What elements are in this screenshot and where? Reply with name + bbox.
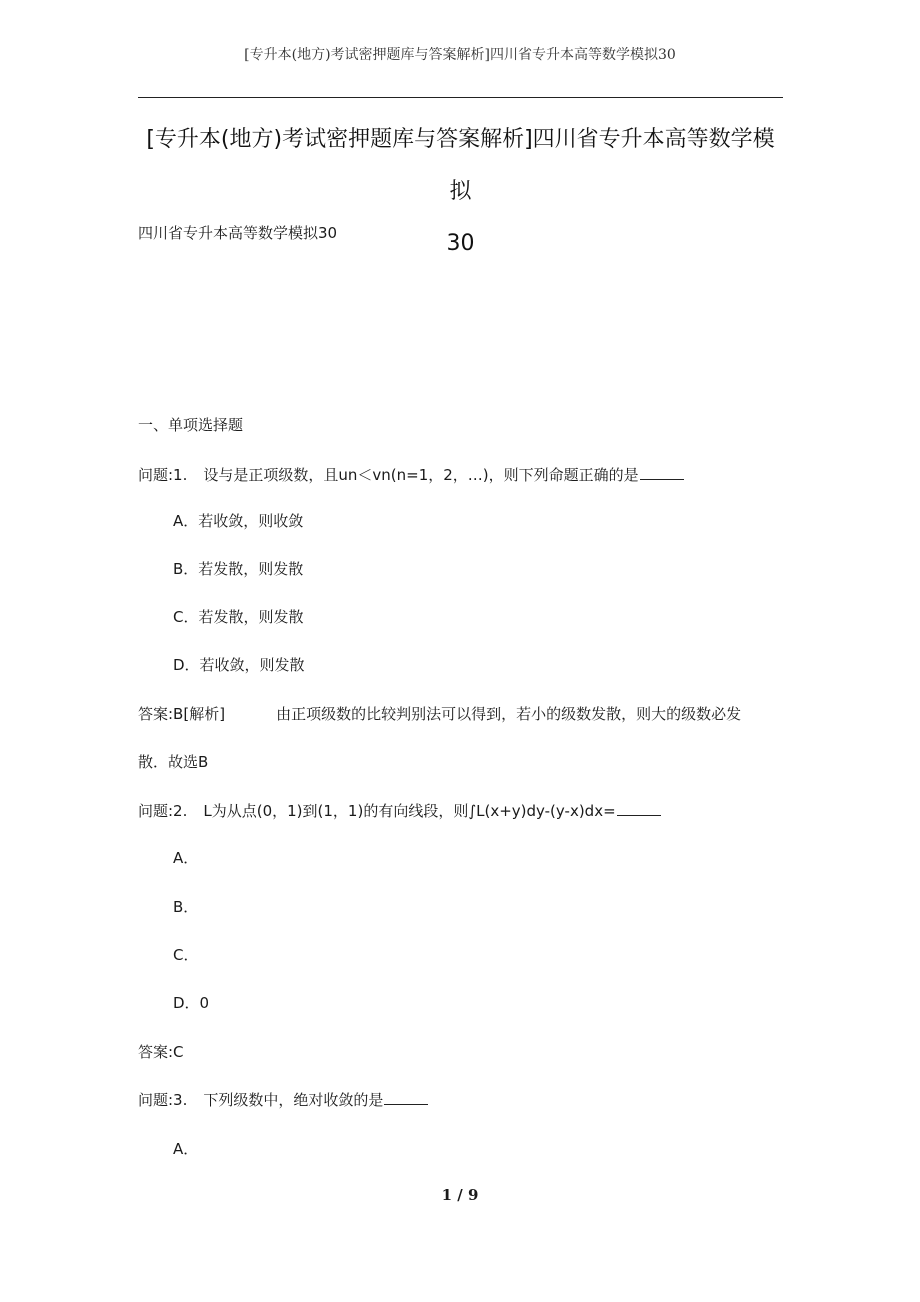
question-1 [138,464,684,485]
question-1-analysis-line-1: 由正项级数的比较判别法可以得到，若小的级数发散，则大的级数必发 [276,705,742,723]
question-2-text: L为从点(0，1)到(1，1)的有向线段，则∫L(x+y)dy-(y-x)dx= [203,802,616,820]
running-header: [专升本(地方)考试密押题库与答案解析]四川省专升本高等数学模拟30 [244,47,676,63]
question-1-option-a: A．若收敛，则收敛 [173,512,304,530]
question-2-option-d: D．0 [173,994,210,1012]
question-3-text: 下列级数中，绝对收敛的是 [203,1091,384,1109]
question-2-option-a: A． [173,849,199,867]
title-line-2: 30 [446,231,475,256]
section-heading: 一、单项选择题 [138,416,244,434]
question-2-option-c: C． [173,946,199,964]
question-1-option-d: D．若收敛，则发散 [173,656,305,674]
document-subtitle: 四川省专升本高等数学模拟30 [138,224,338,242]
document-title [138,114,783,270]
question-2 [138,800,661,821]
header-rule [138,97,783,98]
question-3-option-a: A． [173,1140,199,1158]
question-1-label: 问题:1. [138,466,188,484]
page-number: 1 / 9 [441,1186,479,1204]
question-1-analysis-line-2: 散．故选B [138,753,209,771]
question-1-answer [138,703,741,724]
answer-blank [384,1090,428,1105]
question-2-answer: 答案:C [138,1043,184,1061]
answer-blank [640,465,684,480]
question-2-option-b: B． [173,898,199,916]
title-line-1: [专升本(地方)考试密押题库与答案解析]四川省专升本高等数学模拟 [146,127,775,204]
question-1-option-b: B．若发散，则发散 [173,560,304,578]
question-1-option-c: C．若发散，则发散 [173,608,304,626]
question-2-label: 问题:2. [138,802,188,820]
question-1-text: 设与是正项级数，且un＜vn(n=1，2，…)，则下列命题正确的是 [203,466,639,484]
answer-blank [617,801,661,816]
question-3 [138,1089,428,1110]
question-1-answer-label: 答案:B[解析] [138,705,226,723]
question-3-label: 问题:3. [138,1091,188,1109]
